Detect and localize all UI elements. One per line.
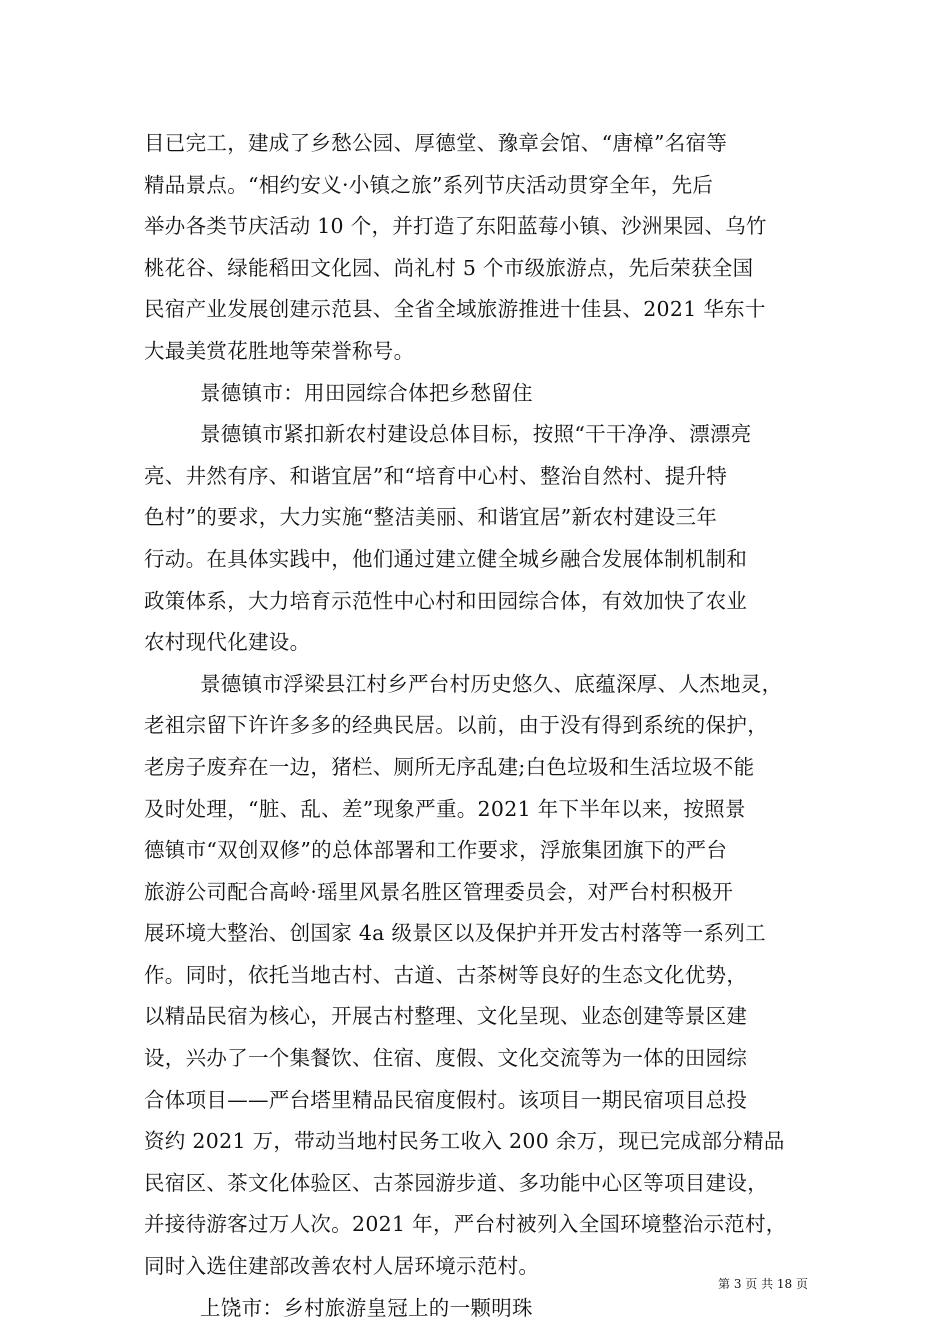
text-line: 设，兴办了一个集餐饮、住宿、度假、文化交流等为一体的田园综 xyxy=(144,1046,748,1071)
text-line: 合体项目——严台塔里精品民宿度假村。该项目一期民宿项目总投 xyxy=(144,1087,748,1112)
text-line: 亮、井然有序、和谐宜居”和“培育中心村、整治自然村、提升特 xyxy=(144,463,728,488)
text-line: 旅游公司配合高岭·瑶里风景名胜区管理委员会，对严台村积极开 xyxy=(144,879,734,904)
text-line: 作。同时，依托当地古村、古道、古茶树等良好的生态文化优势， xyxy=(144,962,748,987)
text-line: 行动。在具体实践中，他们通过建立健全城乡融合发展体制机制和 xyxy=(144,546,748,571)
paragraph-first-line: 景德镇市浮梁县江村乡严台村历史悠久、底蕴深厚、人杰地灵， xyxy=(200,671,783,696)
page-number-footer: 第 3 页 共 18 页 xyxy=(718,1277,808,1291)
text-line: 资约 2021 万，带动当地村民务工收入 200 余万，现已完成部分精品 xyxy=(144,1129,785,1154)
text-line: 德镇市“双创双修”的总体部署和工作要求，浮旅集团旗下的严台 xyxy=(144,838,728,863)
text-line: 桃花谷、绿能稻田文化园、尚礼村 5 个市级旅游点，先后荣获全国 xyxy=(144,255,754,280)
paragraph-first-line: 上饶市：乡村旅游皇冠上的一颗明珠 xyxy=(200,1295,533,1320)
text-line: 大最美赏花胜地等荣誉称号。 xyxy=(144,338,415,363)
text-line: 同时入选住建部改善农村人居环境示范村。 xyxy=(144,1254,540,1279)
paragraph-first-line: 景德镇市：用田园综合体把乡愁留住 xyxy=(200,380,533,405)
text-line: 色村”的要求，大力实施“整洁美丽、和谐宜居”新农村建设三年 xyxy=(144,505,718,530)
text-line: 目已完工，建成了乡愁公园、厚德堂、豫章会馆、“唐樟”名宿等 xyxy=(144,131,728,155)
text-line: 展环境大整治、创国家 4a 级景区以及保护并开发古村落等一系列工 xyxy=(144,921,766,946)
paragraph-first-line: 景德镇市紧扣新农村建设总体目标，按照“干干净净、漂漂亮 xyxy=(200,422,752,447)
text-line: 以精品民宿为核心，开展古村整理、文化呈现、业态创建等景区建 xyxy=(144,1004,748,1029)
text-line: 民宿产业发展创建示范县、全省全域旅游推进十佳县、2021 华东十 xyxy=(144,297,766,322)
text-line: 老房子废弃在一边，猪栏、厕所无序乱建;白色垃圾和生活垃圾不能 xyxy=(144,754,755,779)
text-line: 举办各类节庆活动 10 个，并打造了东阳蓝莓小镇、沙洲果园、乌竹 xyxy=(144,214,767,239)
document-body xyxy=(144,125,808,1331)
text-line: 精品景点。“相约安义·小镇之旅”系列节庆活动贯穿全年，先后 xyxy=(144,172,714,197)
text-line: 农村现代化建设。 xyxy=(144,630,311,655)
text-line: 老祖宗留下许许多多的经典民居。以前，由于没有得到系统的保护， xyxy=(144,713,768,738)
text-line: 及时处理，“脏、乱、差”现象严重。2021 年下半年以来，按照景 xyxy=(144,796,746,821)
text-line: 政策体系，大力培育示范性中心村和田园综合体，有效加快了农业 xyxy=(144,588,748,613)
text-line: 民宿区、茶文化体验区、古茶园游步道、多功能中心区等项目建设， xyxy=(144,1170,768,1195)
text-line: 并接待游客过万人次。2021 年，严台村被列入全国环境整治示范村， xyxy=(144,1212,787,1237)
